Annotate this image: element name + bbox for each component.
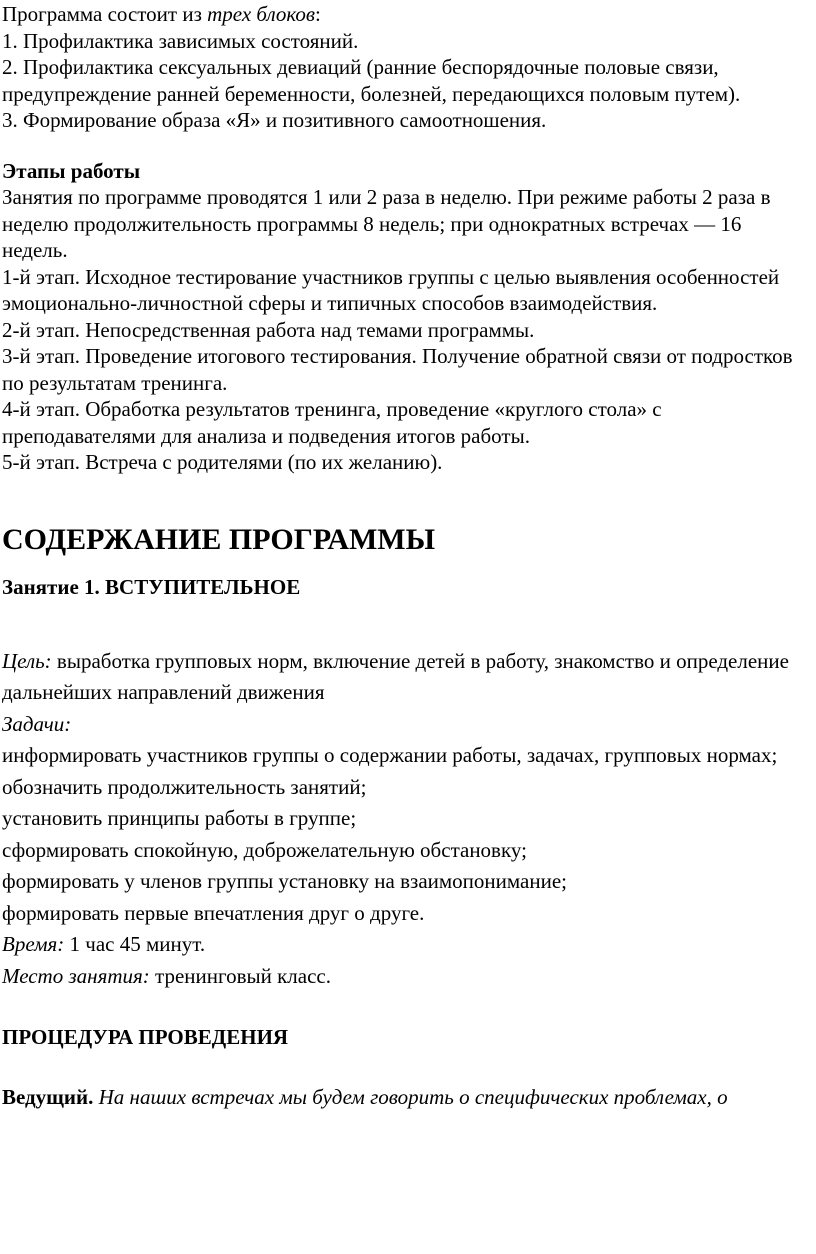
task-item-1: информировать участников группы о содержании работы, задачах, групповых нормах; обозначить продолжительность занятий; — [2, 743, 778, 799]
task-item-4: формировать у членов группы установку на взаимопонимание; — [2, 869, 567, 893]
stage-item-5: 5-й этап. Встреча с родителями (по их желанию). — [2, 450, 443, 474]
tasks-label-text: Задачи: — [2, 711, 72, 736]
program-content-heading: СОДЕРЖАНИЕ ПРОГРАММЫ — [2, 522, 436, 556]
place-label: Место занятия: — [2, 963, 150, 988]
lead-paragraph — [2, 1082, 808, 1113]
intro-italic: трех блоков — [207, 2, 315, 26]
intro-paragraph — [2, 0, 808, 28]
time-label: Время: — [2, 932, 65, 956]
block-item-2: 2. Профилактика сексуальных девиаций (ранние беспорядочные половые связи, предупреждение ранней беременности, болезней, передающихся половым путем). — [2, 55, 741, 106]
place-paragraph — [2, 961, 808, 993]
task-item-5: формировать первые впечатления друг о друге. — [2, 900, 425, 925]
stage-item-4: 4-й этап. Обработка результатов тренинга, проведение «круглого стола» с преподавателями для анализа и подведения итогов работы. — [2, 397, 662, 448]
speaker-label: Ведущий. — [2, 1085, 94, 1109]
intro-text: Программа состоит из — [2, 2, 208, 26]
lesson-title: Занятие 1. ВСТУПИТЕЛЬНОЕ — [2, 574, 301, 599]
time-value: 1 час 45 минут. — [64, 932, 206, 956]
stage-item-1: 1-й этап. Исходное тестирование участников группы с целью выявления особенностей эмоционально-личностной сферы и типичных способов взаимодействия. — [2, 264, 780, 315]
block-item-3: 3. Формирование образа «Я» и позитивного самоотношения. — [2, 108, 547, 132]
goal-paragraph — [2, 646, 808, 709]
task-item-2: установить принципы работы в группе; — [2, 806, 357, 830]
stages-schedule: Занятия по программе проводятся 1 или 2 раза в неделю. При режиме работы 2 раза в неделю продолжительность программы 8 недель; при однократных встречах — 16 недель. — [2, 185, 771, 262]
goal-text: выработка групповых норм, включение детей в работу, знакомство и определение дальнейших направлений движения — [2, 648, 789, 704]
block-item-1: 1. Профилактика зависимых состояний. — [2, 28, 359, 53]
tasks-label — [2, 709, 808, 741]
speaker-speech: На наших встречах мы будем говорить о специфических проблемах, о — [93, 1085, 728, 1109]
intro-colon: : — [315, 2, 321, 26]
stage-item-3: 3-й этап. Проведение итогового тестирования. Получение обратной связи от подростков по результатам тренинга. — [2, 344, 793, 395]
time-paragraph — [2, 929, 808, 961]
stages-heading: Этапы работы — [2, 158, 141, 183]
stage-item-2: 2-й этап. Непосредственная работа над темами программы. — [2, 317, 535, 342]
place-value: тренинговый класс. — [149, 963, 331, 988]
goal-label: Цель: — [2, 648, 52, 673]
task-item-3: сформировать спокойную, доброжелательную обстановку; — [2, 837, 527, 862]
procedure-heading: ПРОЦЕДУРА ПРОВЕДЕНИЯ — [2, 1025, 289, 1049]
